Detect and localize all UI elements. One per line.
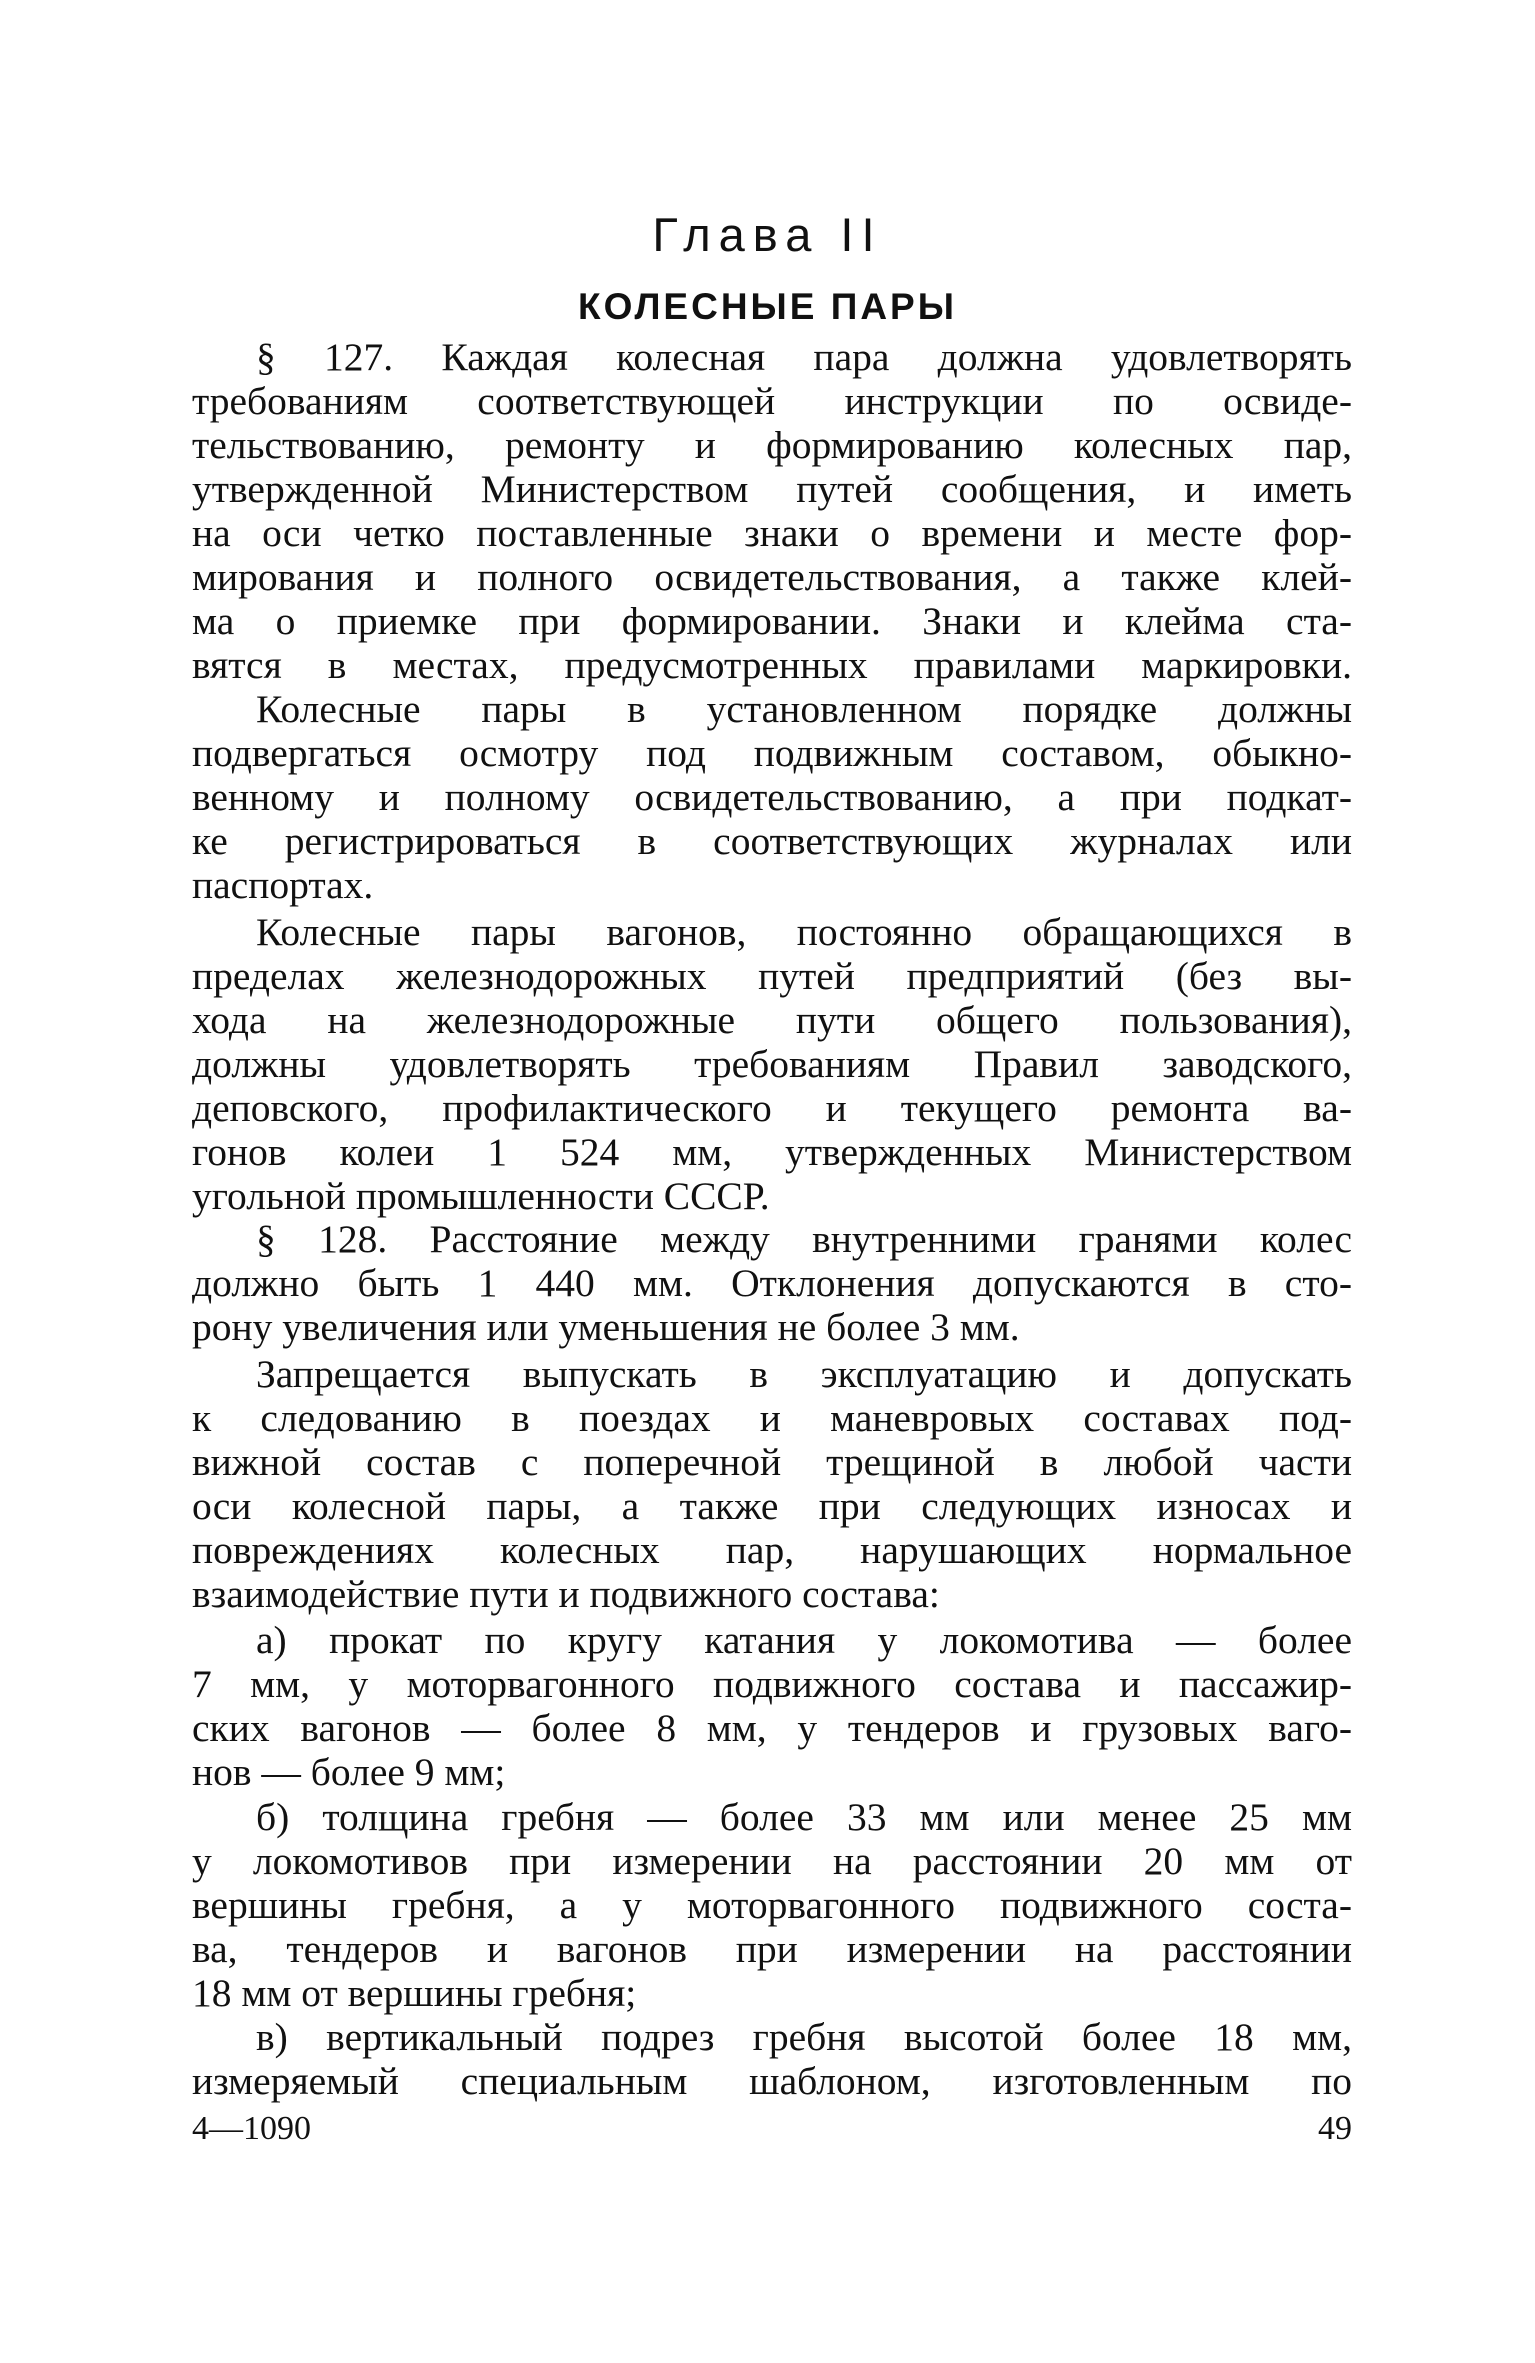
page-number: 49	[1318, 2110, 1352, 2147]
text-line: рону увеличения или уменьшения не более 3 мм.	[192, 1305, 1020, 1349]
paragraph-enterprise-wagons	[192, 910, 1352, 1218]
text-line: должно быть 1 440 мм. Отклонения допускаются в сто-	[192, 1261, 1352, 1305]
chapter-label: Глава II	[652, 208, 883, 261]
text-line: ма о приемке при формировании. Знаки и клейма ста-	[192, 599, 1352, 643]
footer-signature-code: 4—1090	[192, 2110, 311, 2147]
paragraph-prohibition	[192, 1352, 1352, 1616]
text-line: требованиям соответствующей инструкции по освиде-	[192, 379, 1352, 423]
list-item-v	[192, 2015, 1352, 2103]
text-line: вижной состав с поперечной трещиной в любой части	[192, 1440, 1352, 1484]
text-line: 18 мм от вершины гребня;	[192, 1971, 637, 2015]
text-line: тельствованию, ремонту и формированию колесных пар,	[192, 423, 1352, 467]
text-line: пределах железнодорожных путей предприятий (без вы-	[192, 954, 1352, 998]
text-line: угольной промышленности СССР.	[192, 1174, 770, 1218]
text-line: ке регистрироваться в соответствующих журналах или	[192, 819, 1352, 863]
text-line: Колесные пары в установленном порядке должны	[256, 687, 1352, 731]
text-line: вершины гребня, а у моторвагонного подвижного соста-	[192, 1883, 1352, 1927]
text-line: измеряемый специальным шаблоном, изготовленным по	[192, 2059, 1352, 2103]
text-line: к следованию в поездах и маневровых составах под-	[192, 1396, 1352, 1440]
text-line: § 127. Каждая колесная пара должна удовлетворять	[256, 335, 1352, 379]
text-line: оси колесной пары, а также при следующих износах и	[192, 1484, 1352, 1528]
text-line: должны удовлетворять требованиям Правил заводского,	[192, 1042, 1352, 1086]
text-line: у локомотивов при измерении на расстоянии 20 мм от	[192, 1839, 1352, 1883]
text-line: деповского, профилактического и текущего ремонта ва-	[192, 1086, 1352, 1130]
text-line: Запрещается выпускать в эксплуатацию и допускать	[256, 1352, 1352, 1396]
text-line: ских вагонов — более 8 мм, у тендеров и грузовых ваго-	[192, 1706, 1352, 1750]
text-line: в) вертикальный подрез гребня высотой более 18 мм,	[256, 2015, 1352, 2059]
text-line: гонов колеи 1 524 мм, утвержденных Министерством	[192, 1130, 1352, 1174]
text-line: 7 мм, у моторвагонного подвижного состава и пассажир-	[192, 1662, 1352, 1706]
text-line: утвержденной Министерством путей сообщения, и иметь	[192, 467, 1352, 511]
text-line: мирования и полного освидетельствования, а также клей-	[192, 555, 1352, 599]
text-line: § 128. Расстояние между внутренними гранями колес	[256, 1217, 1352, 1261]
paragraph-section-128	[192, 1217, 1352, 1349]
text-line: а) прокат по кругу катания у локомотива — более	[256, 1618, 1352, 1662]
text-line: хода на железнодорожные пути общего пользования),	[192, 998, 1352, 1042]
text-line: венному и полному освидетельствованию, а при подкат-	[192, 775, 1352, 819]
text-line: Колесные пары вагонов, постоянно обращающихся в	[256, 910, 1352, 954]
text-line: нов — более 9 мм;	[192, 1750, 506, 1794]
text-line: взаимодействие пути и подвижного состава:	[192, 1572, 940, 1616]
text-line: повреждениях колесных пар, нарушающих нормальное	[192, 1528, 1352, 1572]
paragraph-section-127	[192, 335, 1352, 687]
text-line: ва, тендеров и вагонов при измерении на расстоянии	[192, 1927, 1352, 1971]
text-line: б) толщина гребня — более 33 мм или менее 25 мм	[256, 1795, 1352, 1839]
list-item-a	[192, 1618, 1352, 1794]
text-line: вятся в местах, предусмотренных правилами маркировки.	[192, 643, 1352, 687]
text-line: на оси четко поставленные знаки о времени и месте фор-	[192, 511, 1352, 555]
paragraph-inspection	[192, 687, 1352, 907]
text-line: подвергаться осмотру под подвижным составом, обыкно-	[192, 731, 1352, 775]
list-item-b	[192, 1795, 1352, 2015]
chapter-title: КОЛЕСНЫЕ ПАРЫ	[578, 286, 957, 327]
text-line: паспортах.	[192, 863, 374, 907]
